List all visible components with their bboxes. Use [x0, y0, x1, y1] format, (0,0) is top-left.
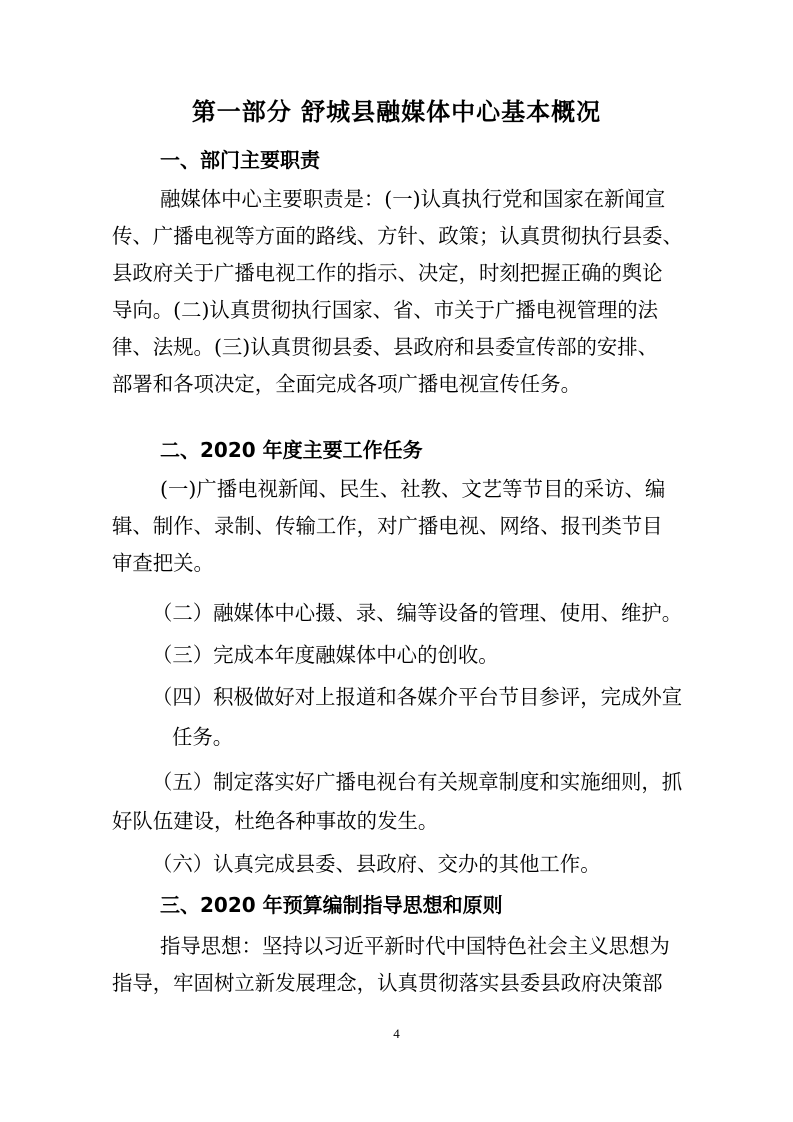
paragraph-line: 指导，牢固树立新发展理念，认真贯彻落实县委县政府决策部 — [112, 971, 663, 995]
task-item-2 — [152, 595, 682, 632]
paragraph-line: 部署和各项决定，全面完成各项广播电视宣传任务。 — [112, 372, 581, 396]
page-number: 4 — [393, 1026, 400, 1041]
paragraph-line: 传、广播电视等方面的路线、方针、政策；认真贯彻执行县委、 — [112, 224, 683, 248]
paragraph-duties — [160, 181, 665, 218]
task-item-5 — [152, 764, 682, 801]
paragraph-line: 审查把关。 — [112, 551, 214, 575]
paragraph-principles-cont — [112, 965, 663, 1002]
paragraph-line: 导向。(二)认真贯彻执行国家、省、市关于广播电视管理的法 — [112, 298, 659, 322]
task-item-3 — [152, 637, 499, 674]
paragraph-line: （五）制定落实好广播电视台有关规章制度和实施细则，抓 — [152, 770, 683, 794]
paragraph-line: （二）融媒体中心摄、录、编等设备的管理、使用、维护。 — [152, 601, 683, 625]
paragraph-line: 好队伍建设，杜绝各种事故的发生。 — [112, 809, 439, 833]
paragraph-line: 融媒体中心主要职责是：(一)认真执行党和国家在新闻宣 — [160, 187, 666, 211]
section-heading-principles: 三、2020 年预算编制指导思想和原则 — [160, 893, 503, 917]
paragraph-line: 县政府关于广播电视工作的指示、决定，时刻把握正确的舆论 — [112, 261, 663, 285]
paragraph-line: 指导思想：坚持以习近平新时代中国特色社会主义思想为 — [160, 934, 670, 958]
task-item-1 — [160, 471, 665, 508]
task-item-1-cont — [112, 508, 663, 582]
page-title: 第一部分 舒城县融媒体中心基本概况 — [191, 98, 602, 126]
paragraph-line: 任务。 — [172, 725, 234, 749]
task-item-5-cont — [112, 803, 438, 840]
paragraph-duties-cont — [112, 218, 683, 403]
paragraph-line: （四）积极做好对上报道和各媒介平台节目参评，完成外宣 — [152, 685, 683, 709]
section-heading-tasks: 二、2020 年度主要工作任务 — [160, 438, 423, 462]
paragraph-line: （三）完成本年度融媒体中心的创收。 — [152, 643, 499, 667]
paragraph-line: 辑、制作、录制、传输工作，对广播电视、网络、报刊类节目 — [112, 514, 663, 538]
paragraph-line: (一)广播电视新闻、民生、社教、文艺等节目的采访、编 — [160, 477, 666, 501]
task-item-4-cont — [172, 719, 233, 756]
paragraph-line: （六）认真完成县委、县政府、交办的其他工作。 — [152, 852, 601, 876]
task-item-4 — [152, 679, 682, 716]
paragraph-line: 律、法规。(三)认真贯彻县委、县政府和县委宣传部的安排、 — [112, 335, 659, 359]
paragraph-principles — [160, 928, 670, 965]
section-heading-duties: 一、部门主要职责 — [160, 148, 320, 172]
task-item-6 — [152, 846, 601, 883]
